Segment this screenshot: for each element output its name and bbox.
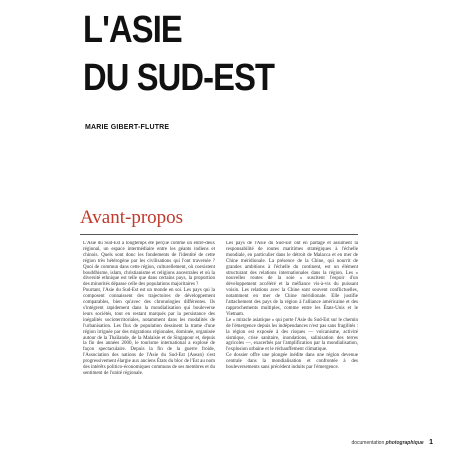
series-prefix: documentation bbox=[351, 440, 385, 446]
series-brand: photographique bbox=[385, 440, 424, 446]
page-number: 1 bbox=[429, 439, 433, 446]
section-heading: Avant-propos bbox=[80, 207, 184, 228]
paragraph: L'Asie du Sud-Est a longtemps été perçue comme un entre-deux régional, un espace intermédiaire entre les géants indiens et chinois. Quels sont donc les fondements de l'identité de cette région très hétérogène par les civilisations qui l'ont traversée ? Quoi de commun dans cette région, culturellement, où coexistent bouddhisme, islam, christianisme et religions ancestrales et où la diversité ethnique est telle que dans certains pays, la proportion des minorités dépasse celle des populations majoritaires ? bbox=[83, 241, 215, 288]
paragraph: Ce dossier offre une plongée inédite dans une région devenue centrale dans la mondialisation et confrontée à des bouleversements sans précédent induits par l'émergence. bbox=[226, 353, 358, 371]
section-divider bbox=[80, 234, 358, 235]
page-footer bbox=[351, 439, 433, 446]
text-column-right bbox=[226, 241, 358, 413]
paragraph: Pourtant, l'Asie du Sud-Est est un monde en soi. Les pays qui la composent connaissent des trajectoires de développement comparables, bien qu'avec des chronologies différentes. Ils s'intègrent rapidement dans la mondialisation qui bouleverse leurs sociétés, tout en restant marqués par la persistance des inégalités socioterritoriales, notamment dans les modalités de l'urbanisation. Les flux de population dessinent la trame d'une région irriguée par des migrations régionales, dominée, organisée autour de la Thaïlande, de la Malaisie et de Singapour et, depuis la fin des années 2000, le tourisme international a explosé de façon spectaculaire. Depuis la fin de la guerre froide, l'Association des nations de l'Asie du Sud-Est (Asean) s'est progressivement élargie aux anciens États du bloc de l'Est au nom des intérêts politico-économiques communs de ses membres et du sentiment de l'unité régionale. bbox=[83, 288, 215, 376]
text-column-left bbox=[83, 241, 215, 421]
title-line-2: DU SUD-EST bbox=[83, 57, 275, 99]
title-line-1: L'ASIE bbox=[83, 9, 182, 51]
author-name: MARIE GIBERT-FLUTRE bbox=[85, 124, 170, 131]
paragraph: Le « miracle asiatique » qui porte l'Asie du Sud-Est sur le chemin de l'émergence depuis les indépendances n'est pas sans fragilités : la région est exposée à des risques — volcanisme, activité sismique, crise sanitaire, inondations, salinisation des terres agricoles —, exacerbés par l'amplification par la mondialisation, l'explosion urbaine et le réchauffement climatique. bbox=[226, 317, 358, 353]
page-title bbox=[83, 6, 274, 102]
paragraph: Les pays de l'Asie du Sud-Est ont en partage et assument la responsabilité de routes maritimes stratégiques à l'échelle mondiale, en particulier dans le détroit de Malacca et en mer de Chine méridionale. La présence de la Chine, qui nourrit de grandes ambitions à l'échelle du continent, est un élément structurant des relations internationales dans la région. Les « nouvelles routes de la soie » suscitent l'espoir d'un développement accéléré et la méfiance vis-à-vis du puissant voisin. Les relations avec la Chine sont souvent conflictuelles, notamment en mer de Chine méridionale. Elle justifie l'attachement des pays de la région à l'alliance américaine et des rapprochements multiples, comme entre les États-Unis et le Vietnam. bbox=[226, 241, 358, 317]
